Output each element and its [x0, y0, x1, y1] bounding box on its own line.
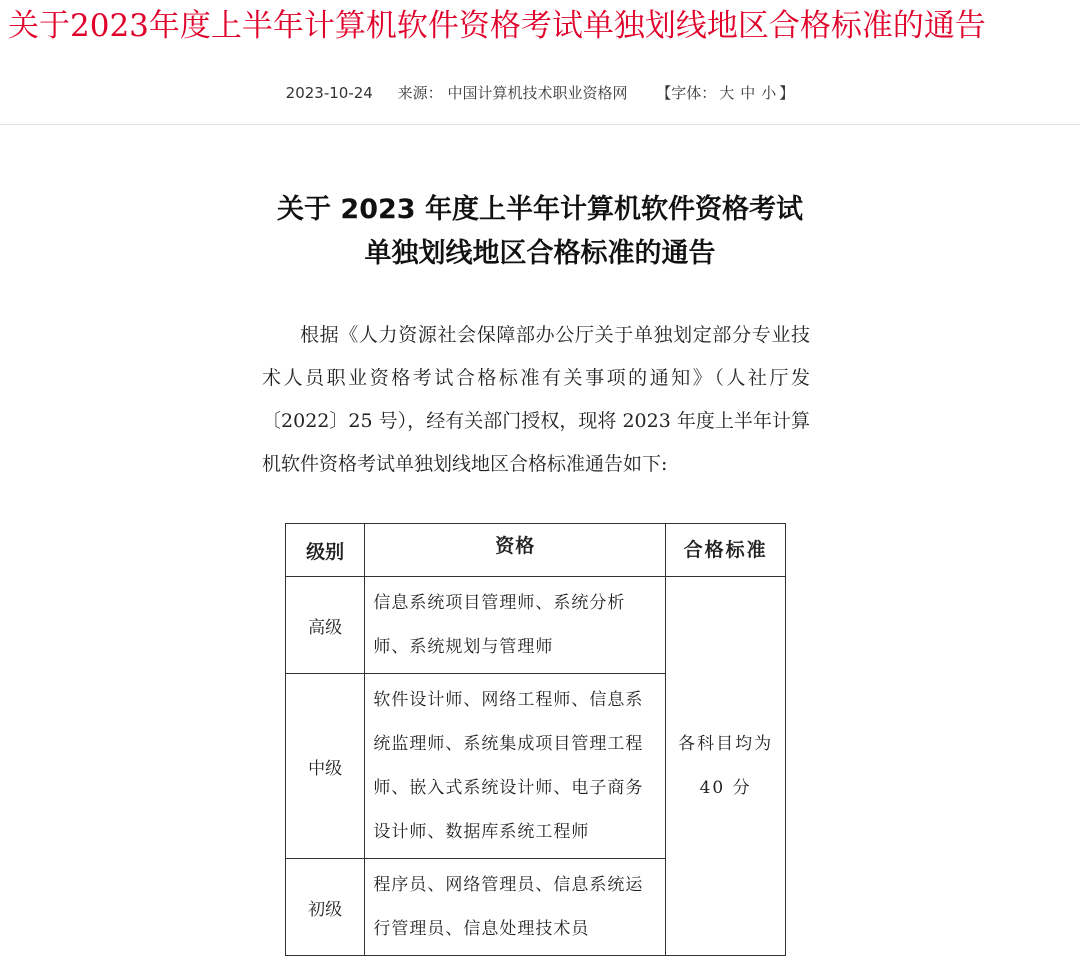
header-standard: 合格标准 [666, 524, 786, 577]
source [398, 84, 628, 102]
source-name: 中国计算机技术职业资格网 [447, 84, 628, 102]
font-size-control [656, 84, 794, 102]
font-size-medium-link[interactable]: 中 [740, 84, 756, 102]
standard-cell [666, 577, 786, 956]
level-cell: 中级 [286, 674, 365, 859]
level-cell: 高级 [286, 577, 365, 674]
qualification-cell: 软件设计师、网络工程师、信息系统监理师、系统集成项目管理工程师、嵌入式系统设计师、电子商务设计师、数据库系统工程师 [365, 674, 666, 859]
table-row [286, 577, 786, 674]
page-title: 关于2023年度上半年计算机软件资格考试单独划线地区合格标准的通告 [8, 8, 986, 44]
standard-line-1: 各科目均为 [678, 734, 774, 754]
font-size-large-link[interactable]: 大 [719, 84, 735, 102]
header-level: 级别 [286, 524, 365, 577]
publish-date: 2023-10-24 [285, 84, 373, 102]
header-divider [0, 124, 1080, 125]
document-title-line-2: 单独划线地区合格标准的通告 [364, 238, 716, 269]
document-title-line-1: 关于 2023 年度上半年计算机软件资格考试 [277, 194, 803, 225]
document-title [0, 188, 1080, 276]
header-qualification: 资格 [365, 524, 666, 577]
body-paragraph: 根据《人力资源社会保障部办公厅关于单独划定部分专业技术人员职业资格考试合格标准有关事项的通知》（人社厅发〔2022〕25 号），经有关部门授权，现将 2023 年度上半年计算机软件资格考试单独划线地区合格标准通告如下: [262, 324, 810, 475]
source-label: 来源： [397, 84, 443, 102]
article-meta [0, 82, 1080, 103]
font-size-small-link[interactable]: 小 [761, 84, 777, 102]
standard-line-2: 40 分 [699, 778, 752, 798]
table-header-row [286, 524, 786, 577]
level-cell: 初级 [286, 859, 365, 956]
qualification-cell: 信息系统项目管理师、系统分析师、系统规划与管理师 [365, 577, 666, 674]
qualification-cell: 程序员、网络管理员、信息系统运行管理员、信息处理技术员 [365, 859, 666, 956]
font-size-prefix: 【字体： [656, 84, 717, 102]
font-size-suffix: 】 [779, 84, 795, 102]
standards-table [285, 523, 786, 956]
